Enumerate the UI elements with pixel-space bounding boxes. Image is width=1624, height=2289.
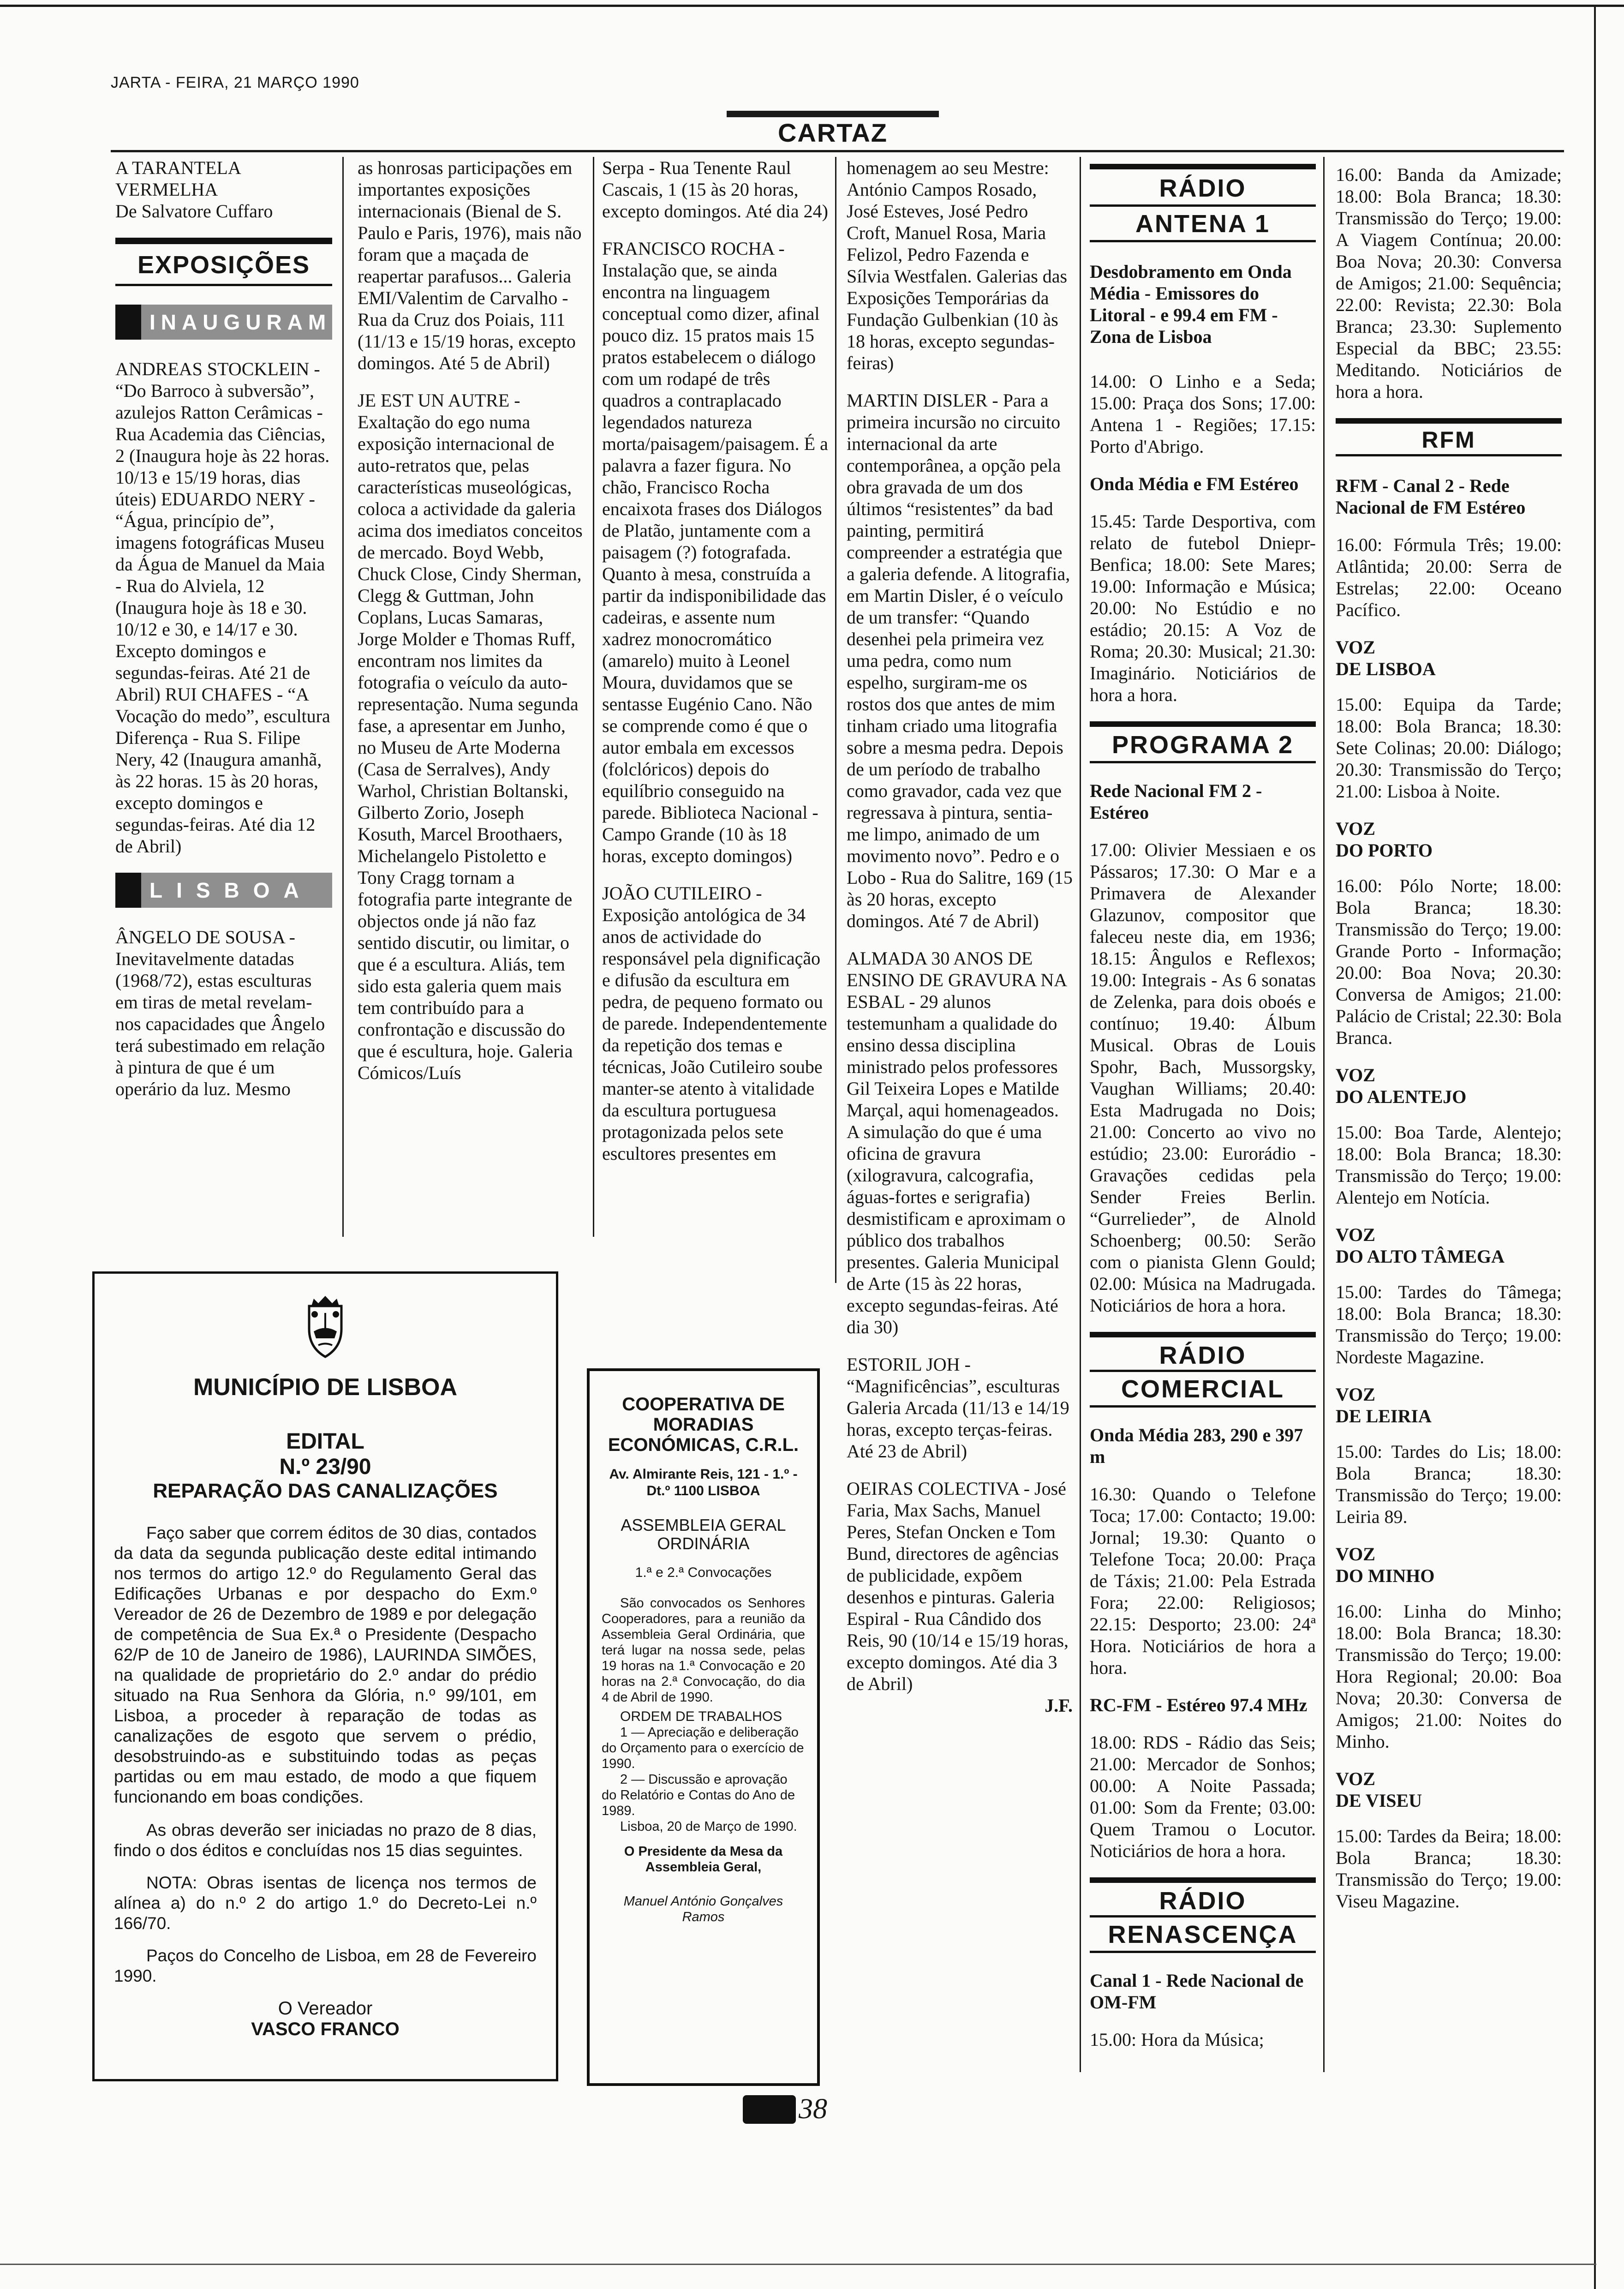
antena-schedule-a: 14.00: O Linho e a Seda; 15.00: Praça dos Sons; 17.00: Antena 1 - Regiões; 17.15: Porto d'Abrigo.: [1090, 371, 1316, 457]
cooperativa-title: COOPERATIVA DE MORADIAS ECONÓMICAS, C.R.L.: [608, 1394, 799, 1455]
exposicoes-heading: EXPOSIÇÕES: [137, 251, 310, 279]
comercial-subtitle: Onda Média 283, 290 e 397 m: [1090, 1425, 1303, 1467]
voz-station: DE VISEU: [1336, 1790, 1422, 1811]
lisboa-label: LISBOA: [115, 873, 332, 908]
exposicoes-top-rule: [115, 238, 332, 244]
radio-rule: [1090, 240, 1316, 242]
col-sep-4: [1080, 157, 1081, 2072]
column-1: [115, 157, 332, 1115]
article-je-est-un-autre: JE EST UN AUTRE - Exaltação do ego numa exposição internacional de auto-retratos que, pelas características museológicas, coloca a actividade da galeria acima dos imediatos conceitos de mercado. Boyd Webb, Chuck Close, Cindy Sherman, Clegg & Guttman, John Coplans, Lucas Samaras, Jorge Molder e Thomas Ruff, encontram nos limites da fotografia o veículo da auto-representação. Numa segunda fase, a apresentar em Junho, no Museu de Arte Moderna (Casa de Serralves), Andy Warhol, Christian Boltanski, Gilberto Zorio, Joseph Kosuth, Marcel Broothaers, Michelangelo Pistoletto e Tony Cragg tornam a fotografia parte integrante de objectos onde já não faz sentido discutir, ou limitar, o que é a escultura. Aliás, tem sido esta galeria quem mais tem contribuído para a confrontação e discussão do que é escultura, hoje. Galeria Cómicos/Luís: [358, 390, 583, 1083]
voz-item: [1336, 818, 1562, 1049]
radio-rule: [1090, 1405, 1316, 1408]
rfm-schedule: 16.00: Fórmula Três; 19.00: Atlântida; 20.00: Serra de Estrelas; 22.00: Oceano Pacífico.: [1336, 534, 1562, 620]
right-border: [1594, 5, 1596, 2289]
voz-schedule: 16.00: Linha do Minho; 18.00: Bola Branca; 18.30: Transmissão do Terço; 19.00: Hora Regional; 20.00: Boa Nova; 20.30: Conversa de Amigos; 21.00: Noites do Minho.: [1336, 1601, 1562, 1752]
article-emi: as honrosas participações em importantes exposições internacionais (Bienal de S. Paulo e Paris, 1976), mais não foram que a maçada de reapertar parafusos... Galeria EMI/Valentim de Carvalho - Rua da Cruz dos Poiais, 111 (11/13 e 15/19 horas, excepto domingos. Até 5 de Abril): [358, 157, 582, 373]
article-oeiras: OEIRAS COLECTIVA - José Faria, Max Sachs, Manuel Peres, Stefan Oncken e Tom Bund, directores de agências de publicidade, expõem desenhos e pinturas. Galeria Espiral - Rua Cândido dos Reis, 90 (10/14 e 15/19 horas, excepto domingos. Até dia 3 de Abril): [847, 1478, 1069, 1694]
column-2: [358, 157, 586, 1099]
antena-subtitle: Desdobramento em Onda Média - Emissores do Litoral - e 99.4 em FM - Zona de Lisboa: [1090, 261, 1292, 347]
radio-rule: [1336, 418, 1562, 424]
lisbon-coat-of-arms-icon: [291, 1292, 360, 1361]
voz-station: DO MINHO: [1336, 1565, 1435, 1586]
voz-item: [1336, 1064, 1562, 1208]
page-number: 38: [799, 2093, 827, 2125]
film-title: A TARANTELA VERMELHA: [115, 157, 240, 200]
film-author: De Salvatore Cuffaro: [115, 201, 273, 222]
article-martin-disler: MARTIN DISLER - Para a primeira incursão no circuito internacional da arte contemporânea, a opção pela obra gravada de um dos últimos “resistentes” da bad painting, permitirá compreender a estratégia que a galeria defende. A litografia, em Martin Disler, é o veículo de um transfer: “Quando desenhei pela primeira vez uma pedra, como num espelho, surgiram-me os rostos dos que antes de mim tinham criado uma litografia sobre a mesma pedra. Depois de um período de trabalho como gravador, cada vez que regressava à pintura, sentia-me limpo, animado de um movimento novo”. Pedro e o Lobo - Rua do Salitre, 169 (15 às 20 horas, excepto domingos. Até 7 de Abril): [847, 390, 1073, 931]
header-rule: [111, 150, 1564, 152]
cooperativa-address: Av. Almirante Reis, 121 - 1.º - Dt.º 1100 LISBOA: [609, 1467, 798, 1498]
voz-item: [1336, 1384, 1562, 1528]
column-4: [847, 157, 1073, 1732]
page-footer: [743, 2093, 827, 2126]
section-rule: [727, 111, 939, 117]
article-almada: ALMADA 30 ANOS DE ENSINO DE GRAVURA NA ESBAL - 29 alunos testemunham a qualidade do ensino dessa disciplina ministrado pelos professores Gil Teixeira Lopes e Matilde Marçal, aqui homenageados. A simulação do que é uma oficina de gravura (xilogravura, calcografia, águas-fortes e serigrafia) desmistificam e aproximam o público dos trabalhos presentes. Galeria Municipal de Arte (15 às 22 horas, excepto segundas-feiras. Até dia 30): [847, 948, 1066, 1337]
notice-date: Lisboa, 20 de Março de 1990.: [620, 1819, 797, 1834]
renascenca-title-2: RENASCENÇA: [1108, 1921, 1298, 1948]
assembly-title: ASSEMBLEIA GERAL ORDINÁRIA: [621, 1516, 786, 1553]
inauguram-text: ANDREAS STOCKLEIN - “Do Barroco à subversão”, azulejos Ratton Cerâmicas - Rua Academia das Ciências, 2 (Inaugura hoje às 22 horas. 10/13 e 15/19 horas, dias úteis) EDUARDO NERY - “Água, princípio de”, imagens fotográficas Museu da Água de Manuel da Maia - Rua do Alviela, 12 (Inaugura hoje às 18 e 30. 10/12 e 30, e 14/17 e 30. Excepto domingos e segundas-feiras. Até 21 de Abril) RUI CHAFES - “A Vocação do medo”, escultura Diferença - Rua S. Filipe Nery, 42 (Inaugura amanhã, às 22 horas. 15 às 20 horas, excepto domingos e segundas-feiras. Até dia 12 de Abril): [115, 359, 330, 857]
col-sep-5: [1323, 157, 1325, 2072]
radio-rule: [1090, 1951, 1316, 1953]
date-line: JARTA - FEIRA, 21 MARÇO 1990: [111, 74, 359, 91]
convocation-text: São convocados os Senhores Cooperadores, para a reunião da Assembleia Geral Ordinária, que terá lugar na nossa sede, pelas 19 horas na 1.ª Convocação e 20 horas na 2.ª Convocação, do dia 4 de Abril de 1990.: [602, 1596, 805, 1705]
municipio-notice: [92, 1271, 558, 2081]
square-marker: [115, 873, 141, 908]
antena-subtitle-2: Onda Média e FM Estéreo: [1090, 473, 1299, 494]
signature: J.F.: [1045, 1695, 1073, 1716]
voz-station: DO ALTO TÂMEGA: [1336, 1246, 1505, 1267]
edital-note: NOTA: Obras isentas de licença nos termos de alínea a) do n.º 2 do artigo 1.º do Decreto-Lei n.º 166/70.: [114, 1873, 537, 1933]
voz-schedule: 15.00: Tardes do Lis; 18.00: Bola Branca; 18.30: Transmissão do Terço; 19.00: Leiria 89.: [1336, 1441, 1562, 1527]
cooperativa-notice: [587, 1368, 820, 2086]
radio-rule: [1090, 1877, 1316, 1883]
voz-schedule: 15.00: Boa Tarde, Alentejo; 18.00: Bola Branca; 18.30: Transmissão do Terço; 19.00: Alentejo em Notícia.: [1336, 1122, 1562, 1208]
voz-item: [1336, 636, 1562, 802]
comercial-title-2: COMERCIAL: [1121, 1375, 1284, 1403]
article-serpa: Serpa - Rua Tenente Raul Cascais, 1 (15 às 20 horas, excepto domingos. Até dia 24): [602, 157, 828, 222]
col-sep-2: [593, 157, 594, 1237]
voz-label: VOZ: [1336, 1065, 1375, 1085]
comercial-schedule: 16.30: Quando o Telefone Toca; 17.00: Contacto; 19.00: Jornal; 19.30: Quanto o Telefone Toca; 20.00: Praça de Táxis; 21.00: Pela Estrada Fora; 22.00: Religiosos; 22.15: Desporto; 23.00: 24ª Hora. Noticiários de hora a hora.: [1090, 1484, 1316, 1678]
voz-label: VOZ: [1336, 818, 1375, 839]
programa2-subtitle: Rede Nacional FM 2 - Estéreo: [1090, 780, 1262, 823]
president-signature: Manuel António Gonçalves Ramos: [623, 1894, 783, 1924]
article-estoril: ESTORIL JOH - “Magnificências”, esculturas Galeria Arcada (11/13 e 14/19 horas, excepto terças-feiras. Até 23 de Abril): [847, 1354, 1069, 1462]
edital-place-date: Paços do Concelho de Lisboa, em 28 de Fevereiro 1990.: [114, 1946, 537, 1985]
voz-schedule: 15.00: Equipa da Tarde; 18.00: Bola Branca; 18.30: Sete Colinas; 20.00: Diálogo; 20.30: Transmissão do Terço; 21.00: Lisboa à Noite.: [1336, 694, 1562, 802]
voz-label: VOZ: [1336, 1768, 1375, 1789]
section-title: CARTAZ: [777, 118, 888, 147]
voz-schedule: 16.00: Pólo Norte; 18.00: Bola Branca; 18.30: Transmissão do Terço; 19.00: Grande Porto - Informação; 20.00: Boa Nova; 20.30: Conversa de Amigos; 21.00: Palácio de Cristal; 22.30: Bola Branca.: [1336, 875, 1562, 1048]
voz-schedule: 15.00: Tardes da Beira; 18.00: Bola Branca; 18.30: Transmissão do Terço; 19.00: Viseu Magazine.: [1336, 1826, 1562, 1911]
bottom-border: [0, 2264, 1596, 2265]
voz-station: DO ALENTEJO: [1336, 1086, 1467, 1107]
edital-number: N.º 23/90: [279, 1455, 371, 1479]
top-border: [0, 5, 1624, 7]
voz-label: VOZ: [1336, 1384, 1375, 1405]
voz-label: VOZ: [1336, 637, 1375, 658]
agenda-item-1: 1 — Apreciação e deliberação do Orçamento para o exercício de 1990.: [602, 1725, 804, 1771]
voz-item: [1336, 1768, 1562, 1912]
inauguram-label: INAUGURAM: [115, 305, 332, 340]
renascenca-schedule: 15.00: Hora da Música;: [1090, 2029, 1264, 2050]
signatory-name: VASCO FRANCO: [251, 2019, 400, 2039]
column-6: [1336, 164, 1562, 1928]
voz-list: [1336, 636, 1562, 1912]
rcfm-subtitle: RC-FM - Estéreo 97.4 MHz: [1090, 1695, 1308, 1715]
voz-item: [1336, 1224, 1562, 1368]
renascenca-schedule-cont: 16.00: Banda da Amizade; 18.00: Bola Branca; 18.30: Transmissão do Terço; 19.00: A Viagem Contínua; 20.00: Boa Nova; 20.30: Conversa de Amigos; 21.00: Sequência; 22.00: Revista; 22.30: Bola Branca; 23.30: Suplemento Especial da BBC; 23.55: Meditando. Noticiários de hora a hora.: [1336, 164, 1562, 402]
column-3: [602, 157, 828, 1180]
renascenca-subtitle: Canal 1 - Rede Nacional de OM-FM: [1090, 1970, 1304, 2013]
radio-title: RÁDIO: [1159, 174, 1247, 202]
voz-station: DO PORTO: [1336, 840, 1433, 861]
publication-logo: [743, 2095, 796, 2124]
edital-paragraph-1: Faço saber que correm éditos de 30 dias, contados da data da segunda publicação deste edital intimando nos termos do artigo 12.º do Regulamento Geral das Edificações Urbanas e por despacho do Exm.º Vereador de 26 de Dezembro de 1989 e por delegação de competência de Sua Ex.ª o Presidente (Despacho 62/P de 10 de Janeiro de 1986), LAURINDA SIMÕES, na qualidade de proprietário do 2.º andar do prédio situado na Rua Senhora da Glória, n.º 99/101, em Lisboa, a proceder à reparação de todas as canalizações de esgoto que servem o prédio, desobstruindo-as e substituindo todas as peças partidas ou em mau estado, de modo a que fiquem funcionando em boas condições.: [114, 1523, 537, 1806]
voz-label: VOZ: [1336, 1224, 1375, 1245]
municipio-title: MUNICÍPIO DE LISBOA: [193, 1374, 458, 1401]
col-sep-3: [835, 157, 836, 1283]
rfm-subtitle: RFM - Canal 2 - Rede Nacional de FM Estéreo: [1336, 475, 1526, 518]
voz-station: DE LEIRIA: [1336, 1406, 1432, 1426]
antena-schedule-b: 15.45: Tarde Desportiva, com relato de futebol Dniepr-Benfica; 18.00: Sete Mares; 19.00: Informação e Música; 20.00: No Estúdio e no estádio; 20.15: A Voz de Roma; 20.30: Musical; 21.30: Imaginário. Noticiários de hora a hora.: [1090, 511, 1316, 705]
programa2-title: PROGRAMA 2: [1111, 731, 1294, 759]
col-sep-1: [342, 157, 344, 1237]
president-label: O Presidente da Mesa da Assembleia Geral,: [624, 1844, 783, 1875]
article-joao-cutileiro: JOÃO CUTILEIRO - Exposição antológica de 34 anos de actividade do responsável pela dignificação e difusão da escultura em pedra, de pequeno formato ou de parede. Independentemente da repetição dos temas e técnicas, João Cutileiro soube manter-se atento à vitalidade da escultura portuguesa protagonizada pelos sete escultores presentes em: [602, 883, 827, 1164]
voz-item: [1336, 1543, 1562, 1752]
article-francisco-rocha: FRANCISCO ROCHA - Instalação que, se ainda encontra na linguagem conceptual como dizer, afinal pouco diz. 15 pratos mais 15 pratos estabelecem o diálogo com um rodapé de três quadros a contraplacado legendados natureza morta/paisagem/paisagem. É a palavra a fazer figura. No chão, Francisco Rocha encaixota frases dos Diálogos de Platão, juntamente com a paisagem (?) fotografada. Quanto à mesa, construída a partir da indisponibilidade das cadeiras, e assente num xadrez monocromático (amarelo) muito à Leonel Moura, duvidamos que se sentasse Eugénio Cano. Não se comprende como é que o autor embala em excessos (folclóricos) depois do equilíbrio conseguido na parede. Biblioteca Nacional - Campo Grande (10 às 18 horas, excepto domingos): [602, 238, 828, 866]
signatory-role: O Vereador: [278, 1998, 373, 2019]
antena-title: ANTENA 1: [1135, 210, 1271, 238]
edital-label: EDITAL: [286, 1429, 364, 1454]
agenda-heading: ORDEM DE TRABALHOS: [620, 1709, 782, 1724]
convocacoes: 1.ª e 2.ª Convocações: [635, 1565, 772, 1580]
voz-station: DE LISBOA: [1336, 659, 1436, 679]
column-5: [1090, 164, 1316, 2066]
radio-rule: [1336, 454, 1562, 456]
radio-rule: [1090, 164, 1316, 169]
exposicoes-bottom-rule: [115, 284, 332, 286]
voz-label: VOZ: [1336, 1544, 1375, 1564]
edital-paragraph-2: As obras deverão ser iniciadas no prazo de 8 dias, findo o dos éditos e concluídas nos 15 dias seguintes.: [114, 1821, 537, 1860]
article-gulbenkian: homenagem ao seu Mestre: António Campos Rosado, José Esteves, José Pedro Croft, Manuel Rosa, Maria Felizol, Pedro Fazenda e Sílvia Westfalen. Galerias das Exposições Temporárias da Fundação Gulbenkian (10 às 18 horas, excepto segundas-feiras): [847, 157, 1068, 373]
square-marker: [115, 305, 141, 340]
renascenca-title-1: RÁDIO: [1159, 1887, 1247, 1915]
radio-rule: [1090, 761, 1316, 763]
programa2-schedule: 17.00: Olivier Messiaen e os Pássaros; 17.30: O Mar e a Primavera de Alexander Glazunov, compositor que faleceu neste dia, em 1936; 18.15: Ângulos e Reflexos; 19.00: Integrais - As 6 sonatas de Zelenka, para dois oboés e contínuo; 19.40: Álbum Musical. Obras de Louis Spohr, Bach, Mussorgsky, Vaughan Williams; 20.40: Esta Madrugada no Dois; 21.00: Concerto ao vivo no estúdio; 23.00: Eurorádio - Gravações cedidas pela Sender Freies Berlin. “Gurrelieder”, de Alnold Schoenberg; 00.50: Serão com o pianista Glenn Gould; 02.00: Música na Madrugada. Noticiários de hora a hora.: [1090, 839, 1316, 1316]
lisboa-text: ÂNGELO DE SOUSA - Inevitavelmente datadas (1968/72), estas esculturas em tiras de metal revelam-nos capacidades que Ângelo terá subestimado em relação à pintura de que é um operário da luz. Mesmo: [115, 927, 325, 1099]
voz-schedule: 15.00: Tardes do Tâmega; 18.00: Bola Branca; 18.30: Transmissão do Terço; 19.00: Nordeste Magazine.: [1336, 1282, 1562, 1367]
agenda-item-2: 2 — Discussão e aprovação do Relatório e Contas do Ano de 1989.: [602, 1772, 795, 1818]
rfm-title: RFM: [1421, 427, 1476, 453]
radio-rule: [1090, 721, 1316, 727]
radio-rule: [1090, 1332, 1316, 1337]
rcfm-schedule: 18.00: RDS - Rádio das Seis; 21.00: Mercador de Sonhos; 00.00: A Noite Passada; 01.00: Som da Frente; 03.00: Quem Tramou o Locutor. Noticiários de hora a hora.: [1090, 1732, 1316, 1861]
comercial-title-1: RÁDIO: [1159, 1342, 1247, 1369]
edital-subject: REPARAÇÃO DAS CANALIZAÇÕES: [153, 1480, 498, 1502]
